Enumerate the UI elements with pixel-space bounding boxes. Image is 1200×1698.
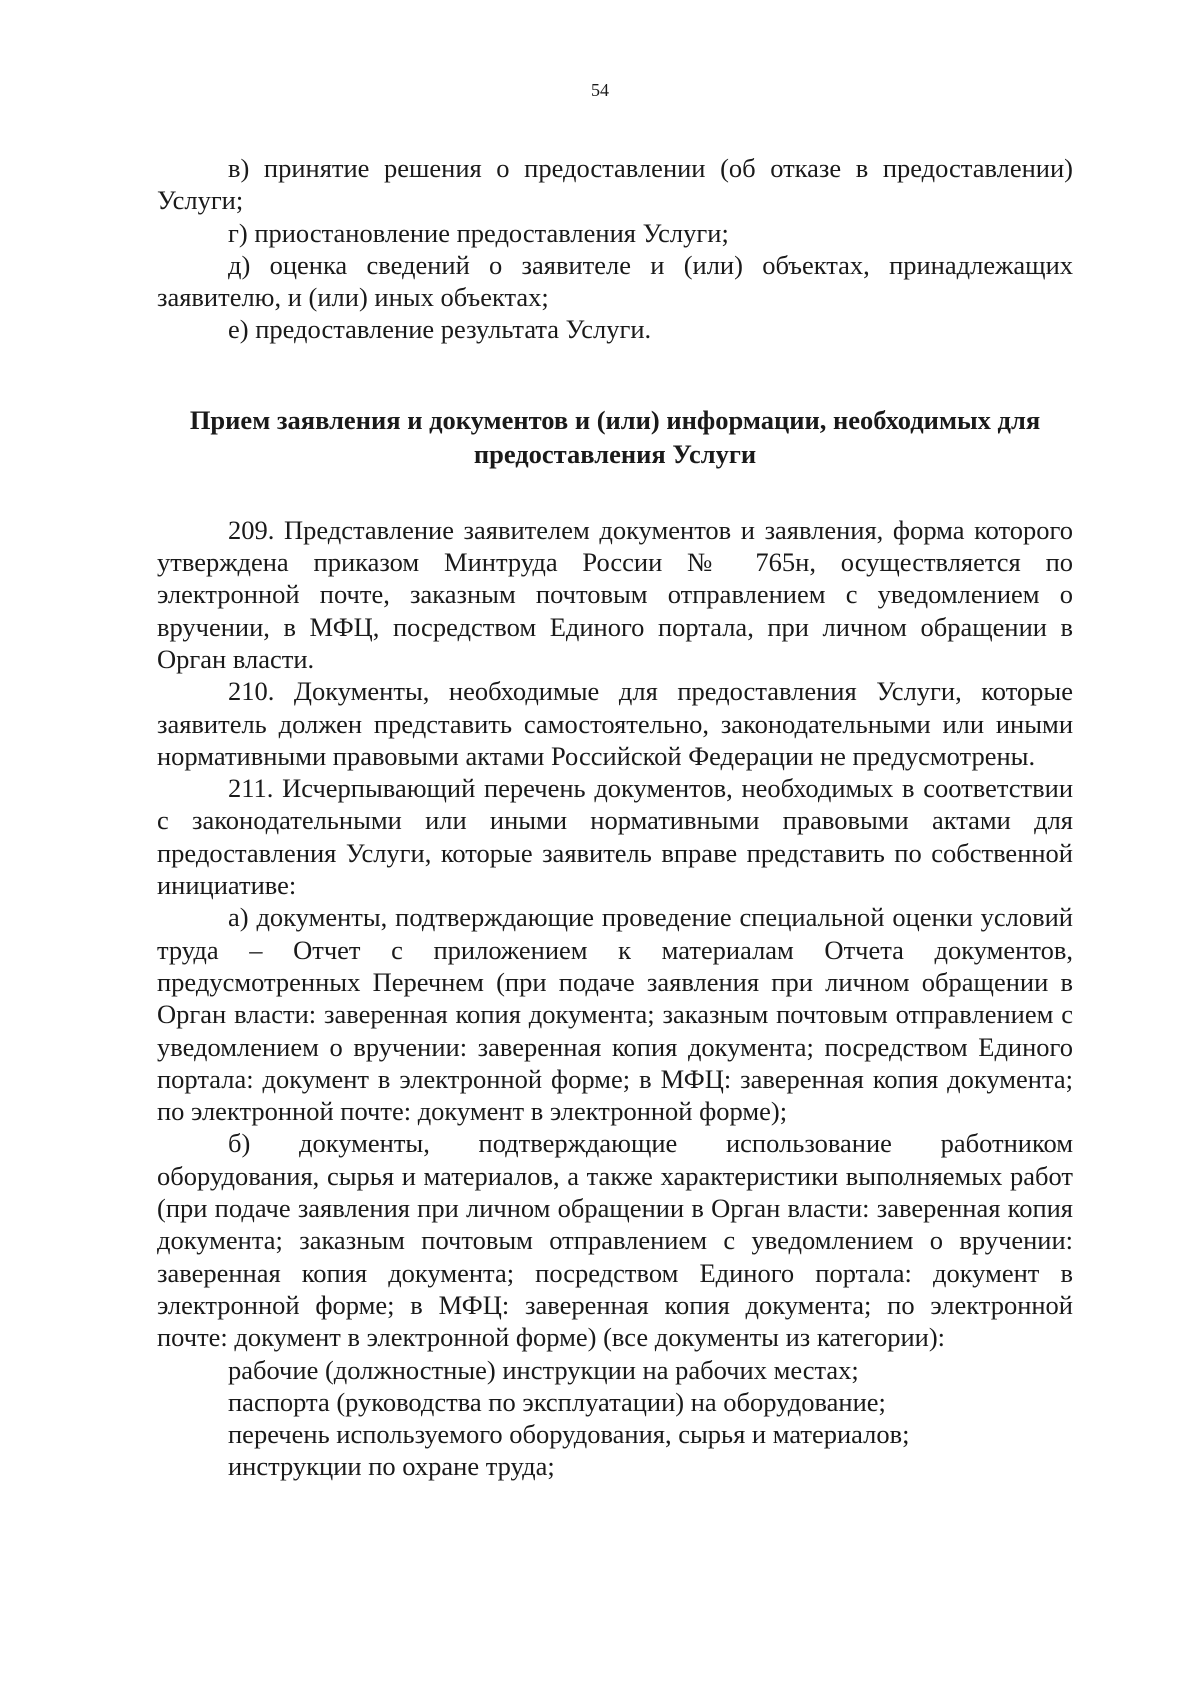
paragraph-210: 210. Документы, необходимые для предоставления Услуги, которые заявитель должен представить самостоятельно, законодательными или иными нормативными правовыми актами Российской Федерации не предусмотрены. <box>157 676 1073 771</box>
paragraph-item-e: е) предоставление результата Услуги. <box>228 314 652 345</box>
list-item: перечень используемого оборудования, сырья и материалов; <box>228 1419 910 1450</box>
paragraph-211-a: а) документы, подтверждающие проведение специальной оценки условий труда – Отчет с приложением к материалам Отчета документов, предусмотренных Перечнем (при подаче заявления при личном обращении в Орган власти: заверенная копия документа; заказным почтовым отправлением с уведомлением о вручении: заверенная копия документа; посредством Единого портала: документ в электронной форме; в МФЦ: заверенная копия документа; по электронной почте: документ в электронной форме); <box>157 902 1073 1127</box>
paragraph-211-b: б) документы, подтверждающие использование работником оборудования, сырья и материалов, а также характеристики выполняемых работ (при подаче заявления при личном обращении в Орган власти: заверенная копия документа; заказным почтовым отправлением с уведомлением о вручении: заверенная копия документа; посредством Единого портала: документ в электронной форме; в МФЦ: заверенная копия документа; по электронной почте: документ в электронной форме) (все документы из категории): <box>157 1128 1073 1353</box>
paragraph-209: 209. Представление заявителем документов и заявления, форма которого утверждена приказом Минтруда России № 765н, осуществляется по электронной почте, заказным почтовым отправлением с уведомлением о вручении, в МФЦ, посредством Единого портала, при личном обращении в Орган власти. <box>157 514 1073 674</box>
section-heading: Прием заявления и документов и (или) информации, необходимых для предоставления Услуги <box>189 404 1041 469</box>
paragraph-item-v: в) принятие решения о предоставлении (об отказе в предоставлении) Услуги; <box>157 153 1073 216</box>
paragraph-item-g: г) приостановление предоставления Услуги; <box>228 217 729 248</box>
document-body <box>157 152 1073 1483</box>
list-item: рабочие (должностные) инструкции на рабочих местах; <box>228 1354 859 1385</box>
page-number: 54 <box>591 80 609 100</box>
list-item: инструкции по охране труда; <box>228 1451 555 1482</box>
list-item: паспорта (руководства по эксплуатации) на оборудование; <box>228 1386 886 1417</box>
paragraph-item-d: д) оценка сведений о заявителе и (или) объектах, принадлежащих заявителю, и (или) иных объектах; <box>157 249 1073 313</box>
paragraph-211: 211. Исчерпывающий перечень документов, необходимых в соответствии с законодательными или иными нормативными правовыми актами для предоставления Услуги, которые заявитель вправе представить по собственной инициативе: <box>157 773 1073 901</box>
